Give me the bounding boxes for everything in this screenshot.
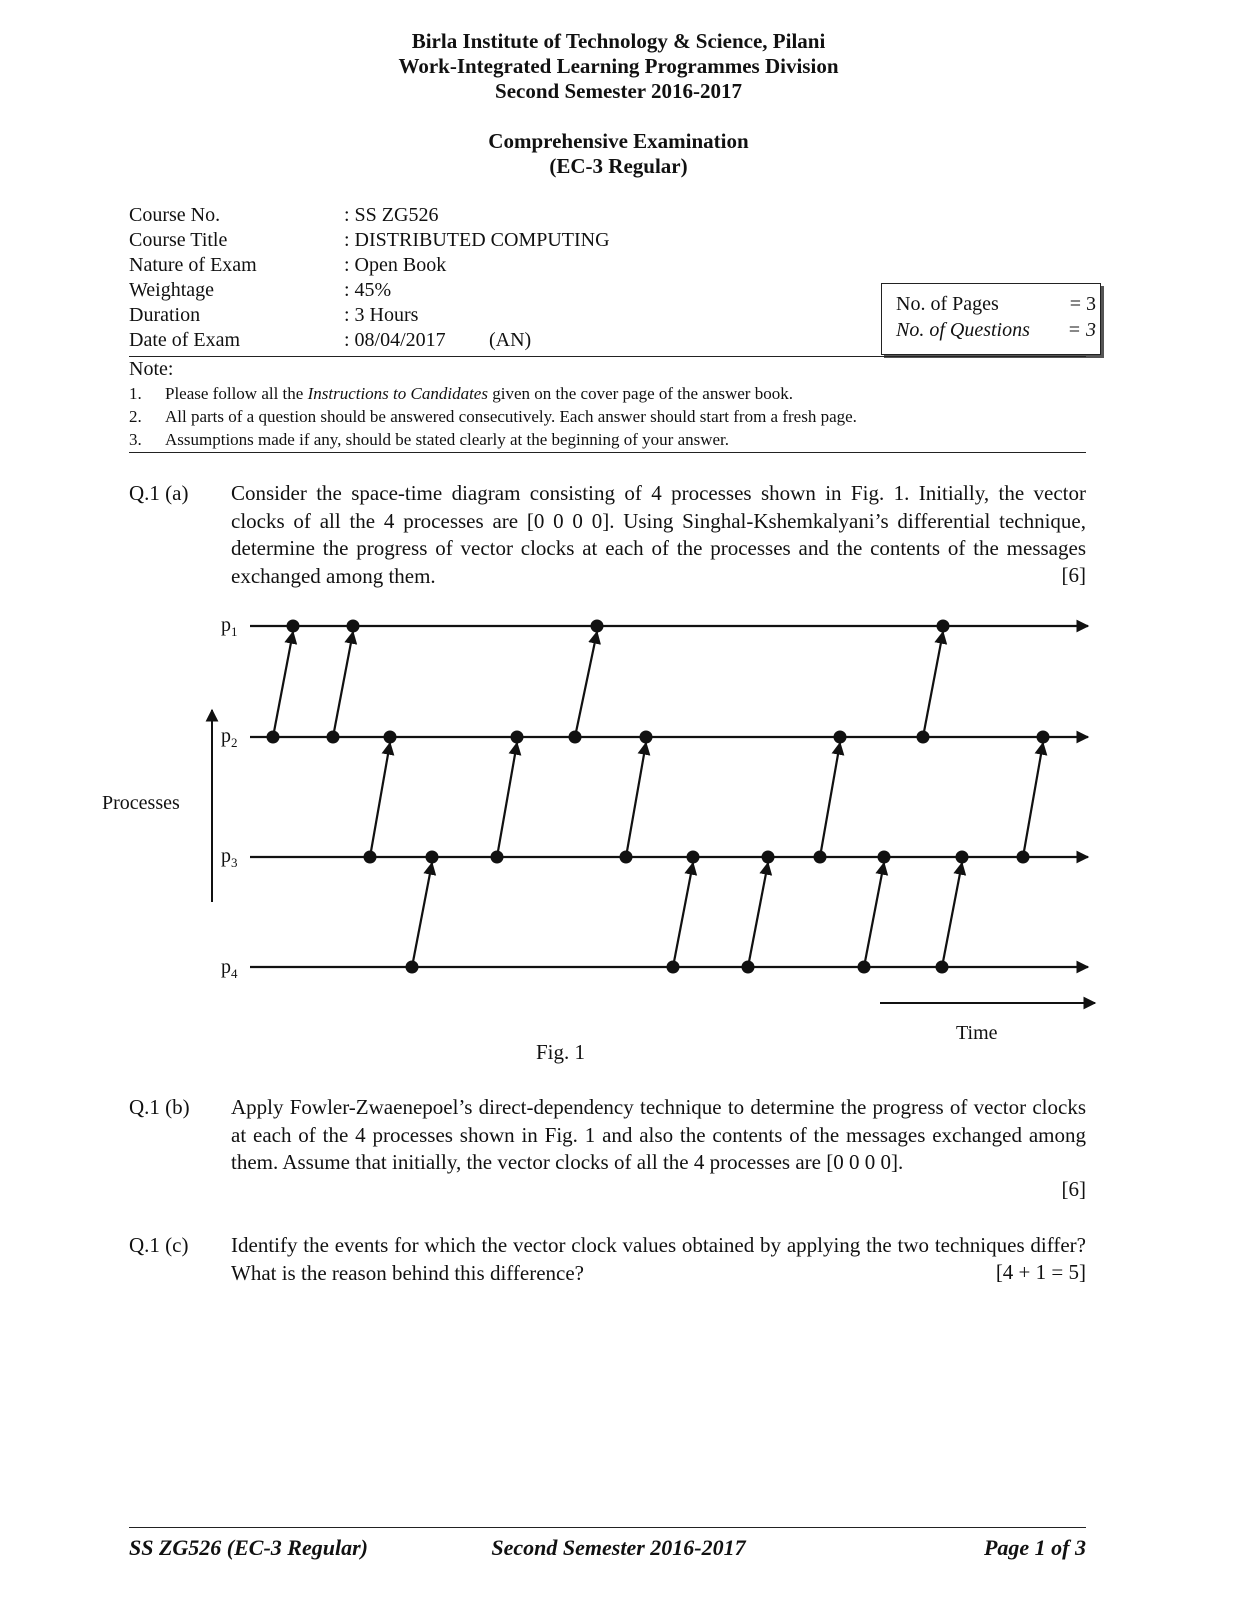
send-event [406,961,419,974]
process-label-p4: $p_4$ [221,956,238,981]
question-text: Identify the events for which the vector clock values obtained by applying the two techniques differ? What is the reason behind this difference? [4 + 1 = 5] [231,1233,1086,1285]
receive-event [511,731,524,744]
semester: Second Semester 2016-2017 [495,79,742,103]
question-label: Q.1 (a) [129,481,189,505]
note-title: Note: [129,358,174,380]
division-name: Work-Integrated Learning Programmes Division [398,54,839,78]
send-event [569,731,582,744]
question-marks: [6] [1061,1177,1086,1201]
processes-axis-label: Processes [102,792,180,814]
footer-left: SS ZG526 (EC-3 Regular) [129,1535,368,1560]
receive-event [640,731,653,744]
questions-count: No. of Questions = 3 [896,319,1096,341]
course-no-row: Course No. : SS ZG526 [129,204,439,226]
receive-event [878,851,891,864]
message-arrow-p2-to-p1 [333,632,353,737]
send-event [491,851,504,864]
message-arrow-p3-to-p2 [626,743,646,857]
message-arrow-p2-to-p1 [923,632,943,737]
note-item: 2. All parts of a question should be answered consecutively. Each answer should start from a fresh page. [129,407,857,426]
send-event [858,961,871,974]
duration-row: Duration : 3 Hours [129,304,419,326]
question-text: Apply Fowler-Zwaenepoel’s direct-dependency technique to determine the progress of vector clocks at each of the 4 processes shown in Fig. 1 and also the contents of the messages exchanged among them. Assume that initially, the vector clocks of all the 4 processes are [0 0 0 0]. [6] [231,1094,1086,1206]
course-title-row: Course Title : DISTRIBUTED COMPUTING [129,229,610,251]
send-event [267,731,280,744]
message-arrow-p3-to-p2 [1023,743,1043,857]
receive-event [956,851,969,864]
message-arrow-p2-to-p1 [575,632,597,737]
message-arrow-p4-to-p3 [412,863,432,967]
message-arrow-p3-to-p2 [820,743,840,857]
receive-event [937,620,950,633]
figure-caption: Fig. 1 [536,1040,586,1064]
question-label: Q.1 (b) [129,1095,190,1119]
note-item: 3. Assumptions made if any, should be stated clearly at the beginning of your answer. [129,430,730,449]
send-event [1017,851,1030,864]
receive-event [384,731,397,744]
send-event [364,851,377,864]
process-label-p2: $p_2$ [221,725,238,750]
message-arrow-p4-to-p3 [673,863,693,967]
footer-center: Second Semester 2016-2017 [491,1535,746,1560]
message-arrow-p4-to-p3 [942,863,962,967]
date-of-exam-row: Date of Exam : 08/04/2017 (AN) [129,329,532,351]
receive-event [347,620,360,633]
exam-title: Comprehensive Examination [488,129,749,153]
footer-divider [129,1527,1086,1528]
send-event [917,731,930,744]
weightage-row: Weightage : 45% [129,279,392,301]
receive-event [591,620,604,633]
send-event [742,961,755,974]
message-arrow-p3-to-p2 [497,743,517,857]
pages-count: No. of Pages = 3 [896,293,1096,315]
receive-event [834,731,847,744]
receive-event [426,851,439,864]
send-event [667,961,680,974]
process-label-p3: $p_3$ [221,845,238,870]
send-event [327,731,340,744]
message-arrow-p4-to-p3 [748,863,768,967]
question-text: Consider the space-time diagram consisting of 4 processes shown in Fig. 1. Initially, the vector clocks of all the 4 processes are [0 0 0 0]. Using Singhal-Kshemkalyani’s differential technique, determine the progress of vector clocks at each of the processes and the contents of the messages exchanged among them. [6] [231,481,1086,588]
time-axis-label: Time [956,1022,998,1044]
send-event [814,851,827,864]
send-event [936,961,949,974]
question-label: Q.1 (c) [129,1233,189,1257]
question-marks: [6] [1061,563,1086,587]
exam-type: (EC-3 Regular) [549,154,688,178]
nature-of-exam-row: Nature of Exam : Open Book [129,254,447,276]
process-label-p1: $p_1$ [221,614,238,639]
receive-event [687,851,700,864]
institute-name: Birla Institute of Technology & Science, Pilani [411,29,826,53]
message-arrow-p3-to-p2 [370,743,390,857]
footer-right: Page 1 of 3 [983,1535,1086,1560]
question-marks: [4 + 1 = 5] [995,1260,1086,1284]
receive-event [287,620,300,633]
receive-event [1037,731,1050,744]
note-item: 1. Please follow all the Instructions to Candidates given on the cover page of the answer book. [129,384,793,403]
message-arrow-p4-to-p3 [864,863,884,967]
message-arrow-p2-to-p1 [273,632,293,737]
send-event [620,851,633,864]
receive-event [762,851,775,864]
